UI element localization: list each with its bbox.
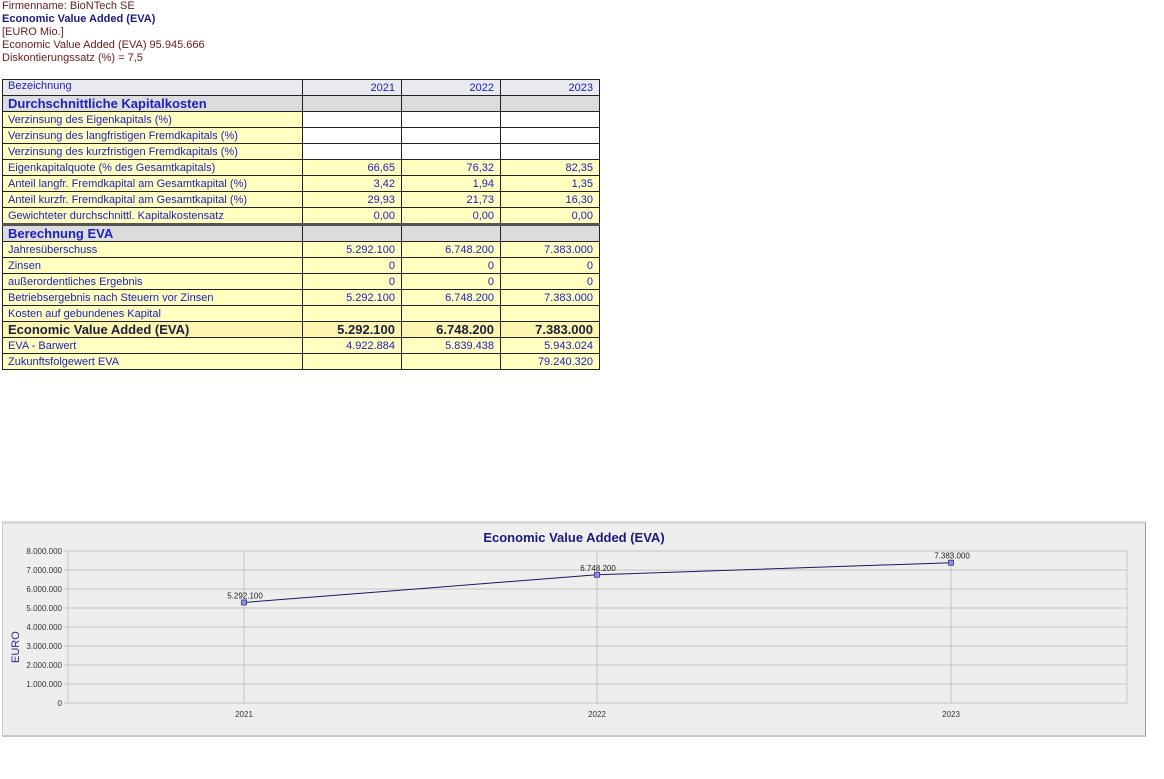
table-row — [3, 338, 600, 354]
row-value: 7.383.000 — [501, 290, 600, 306]
row-value — [402, 306, 501, 322]
eva-row-value: 6.748.200 — [402, 322, 501, 338]
row-value — [402, 144, 501, 160]
row-value: 0,00 — [303, 208, 402, 225]
row-value — [303, 354, 402, 370]
row-value: 5.292.100 — [303, 242, 402, 258]
row-value: 6.748.200 — [402, 242, 501, 258]
row-label: Betriebsergebnis nach Steuern vor Zinsen — [3, 290, 303, 306]
table-row — [3, 208, 600, 225]
row-label: Anteil langfr. Fremdkapital am Gesamtkapital (%) — [3, 176, 303, 192]
eva-row-value: 7.383.000 — [501, 322, 600, 338]
row-value: 16,30 — [501, 192, 600, 208]
y-tick-label: 8.000.000 — [26, 547, 62, 556]
section-empty-cell — [402, 225, 501, 242]
row-label: EVA - Barwert — [3, 338, 303, 354]
row-value — [501, 128, 600, 144]
table-row — [3, 192, 600, 208]
row-label: Eigenkapitalquote (% des Gesamtkapitals) — [3, 160, 303, 176]
row-value — [501, 112, 600, 128]
row-value — [303, 112, 402, 128]
x-tick-label: 2023 — [942, 710, 960, 719]
row-label: Kosten auf gebundenes Kapital — [3, 306, 303, 322]
table-row — [3, 128, 600, 144]
table-row — [3, 144, 600, 160]
row-label: Verzinsung des langfristigen Fremdkapitals (%) — [3, 128, 303, 144]
row-label: Anteil kurzfr. Fremdkapital am Gesamtkapital (%) — [3, 192, 303, 208]
section-empty-cell — [402, 96, 501, 112]
section-title-kapitalkosten: Durchschnittliche Kapitalkosten — [3, 96, 303, 112]
eva-table — [2, 79, 600, 370]
row-label: außerordentliches Ergebnis — [3, 274, 303, 290]
y-tick-label: 2.000.000 — [26, 661, 62, 670]
row-value: 21,73 — [402, 192, 501, 208]
row-value: 79.240.320 — [501, 354, 600, 370]
table-row — [3, 258, 600, 274]
row-value — [303, 144, 402, 160]
section-empty-cell — [501, 225, 600, 242]
y-tick-label: 1.000.000 — [26, 680, 62, 689]
row-value — [402, 128, 501, 144]
row-label: Jahresüberschuss — [3, 242, 303, 258]
row-value: 1,94 — [402, 176, 501, 192]
table-row — [3, 160, 600, 176]
data-label: 7.383.000 — [934, 551, 970, 561]
section-empty-cell — [303, 96, 402, 112]
row-value: 0 — [402, 258, 501, 274]
section-empty-cell — [303, 225, 402, 242]
row-value: 76,32 — [402, 160, 501, 176]
data-point-marker — [242, 600, 247, 605]
table-row — [3, 274, 600, 290]
section-title-berechnung-eva: Berechnung EVA — [3, 225, 303, 242]
row-value: 0 — [303, 274, 402, 290]
table-row — [3, 112, 600, 128]
eva-row-value: 5.292.100 — [303, 322, 402, 338]
company-name: Firmenname: BioNTech SE — [2, 0, 135, 12]
row-label: Verzinsung des kurzfristigen Fremdkapitals (%) — [3, 144, 303, 160]
table-row — [3, 242, 600, 258]
row-value — [402, 112, 501, 128]
data-label: 5.292.100 — [227, 591, 263, 601]
chart-plot-area — [3, 524, 1147, 740]
report-header — [2, 0, 205, 65]
section-header-row — [3, 96, 600, 112]
y-tick-label: 5.000.000 — [26, 604, 62, 613]
column-header-bezeichnung: Bezeichnung — [3, 80, 303, 96]
y-tick-label: 0 — [57, 699, 62, 708]
eva-chart — [2, 521, 1146, 737]
table-row — [3, 290, 600, 306]
row-value: 1,35 — [501, 176, 600, 192]
column-header-year: 2023 — [501, 80, 600, 96]
y-tick-label: 6.000.000 — [26, 585, 62, 594]
section-header-row — [3, 225, 600, 242]
eva-total-row — [3, 322, 600, 338]
row-label: Zukunftsfolgewert EVA — [3, 354, 303, 370]
x-tick-label: 2021 — [235, 710, 253, 719]
report-title: Economic Value Added (EVA) — [2, 13, 156, 25]
eva-total: Economic Value Added (EVA) 95.945.666 — [2, 39, 205, 51]
x-tick-label: 2022 — [588, 710, 606, 719]
y-axis-label: EURO — [10, 631, 22, 663]
eva-row-label: Economic Value Added (EVA) — [3, 322, 303, 338]
row-value: 5.839.438 — [402, 338, 501, 354]
row-value: 66,65 — [303, 160, 402, 176]
table-header-row — [3, 80, 600, 96]
row-label: Gewichteter durchschnittl. Kapitalkostensatz — [3, 208, 303, 225]
row-value: 0 — [402, 274, 501, 290]
row-value: 6.748.200 — [402, 290, 501, 306]
data-point-marker — [595, 572, 600, 577]
data-label: 6.748.200 — [580, 563, 616, 573]
row-label: Zinsen — [3, 258, 303, 274]
table-row — [3, 176, 600, 192]
data-point-marker — [949, 560, 954, 565]
row-value: 0,00 — [402, 208, 501, 225]
row-value: 82,35 — [501, 160, 600, 176]
row-value: 0 — [501, 258, 600, 274]
table-row — [3, 354, 600, 370]
y-tick-label: 4.000.000 — [26, 623, 62, 632]
chart-title: Economic Value Added (EVA) — [483, 530, 665, 545]
row-value: 29,93 — [303, 192, 402, 208]
unit-label: [EURO Mio.] — [2, 26, 64, 38]
row-value — [303, 128, 402, 144]
table-row — [3, 306, 600, 322]
row-value — [501, 306, 600, 322]
row-value — [402, 354, 501, 370]
row-value: 3,42 — [303, 176, 402, 192]
row-value: 7.383.000 — [501, 242, 600, 258]
row-value: 4.922.884 — [303, 338, 402, 354]
row-value: 0 — [303, 258, 402, 274]
section-empty-cell — [501, 96, 600, 112]
y-tick-label: 7.000.000 — [26, 566, 62, 575]
column-header-year: 2022 — [402, 80, 501, 96]
y-tick-label: 3.000.000 — [26, 642, 62, 651]
row-value — [303, 306, 402, 322]
row-value — [501, 144, 600, 160]
column-header-year: 2021 — [303, 80, 402, 96]
row-value: 0,00 — [501, 208, 600, 225]
discount-rate: Diskontierungssatz (%) = 7,5 — [2, 52, 143, 64]
row-label: Verzinsung des Eigenkapitals (%) — [3, 112, 303, 128]
row-value: 0 — [501, 274, 600, 290]
row-value: 5.292.100 — [303, 290, 402, 306]
row-value: 5.943.024 — [501, 338, 600, 354]
